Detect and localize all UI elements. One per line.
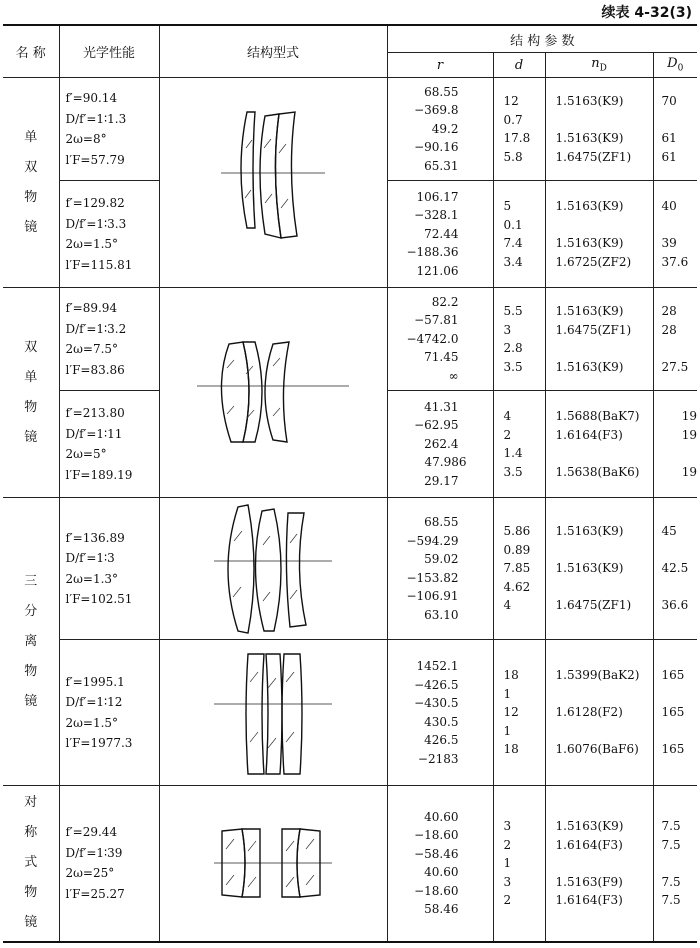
- d-cell: 12 0.7 17.8 5.8: [493, 78, 545, 181]
- optics-cell: f′=1995.1 D/f′=1∶12 2ω=1.5° l′F=1977.3: [59, 640, 159, 786]
- table-row: [3, 786, 697, 942]
- optics-cell: f′=213.80 D/f′=1∶11 2ω=5° l′F=189.19: [59, 391, 159, 498]
- table-row: [3, 498, 697, 640]
- lens-diagram-triplet: [159, 498, 387, 640]
- nd-cell: 1.5163(K9) 1.6475(ZF1) 1.5163(K9): [545, 288, 653, 391]
- lens-parameter-table: [3, 24, 697, 943]
- r-cell: 40.60 −18.60 −58.46 40.60 −18.60 58.46: [387, 786, 493, 942]
- header-structure-form: 结构型式: [159, 25, 387, 78]
- r-cell: 41.31 −62.95 262.4 47.986 29.17: [387, 391, 493, 498]
- lens-diagram-separated: [159, 288, 387, 498]
- r-cell: 68.55 −369.8 49.2 −90.16 65.31: [387, 78, 493, 181]
- table-row: [3, 640, 697, 786]
- table-row: [3, 78, 697, 181]
- header-name: 名 称: [3, 25, 59, 78]
- nd-cell: 1.5163(K9) 1.6164(F3) 1.5163(F9) 1.6164(F3): [545, 786, 653, 942]
- header-r: r: [387, 53, 493, 78]
- header-d: d: [493, 53, 545, 78]
- header-d0: $D_0$: [653, 53, 697, 78]
- nd-cell: 1.5163(K9) 1.5163(K9) 1.6725(ZF2): [545, 181, 653, 288]
- d-cell: 4 2 1.4 3.5: [493, 391, 545, 498]
- table-title: 续表 4-32(3): [601, 5, 692, 21]
- d0-cell: 40 39 37.6: [653, 181, 697, 288]
- group-name-cell: 双 单 物 镜: [3, 288, 59, 498]
- group-name-cell: 单 双 物 镜: [3, 78, 59, 288]
- optics-cell: f′=29.44 D/f′=1∶39 2ω=25° l′F=25.27: [59, 786, 159, 942]
- d-cell: 5.86 0.89 7.85 4.62 4: [493, 498, 545, 640]
- d0-cell: 7.5 7.5 7.5 7.5: [653, 786, 697, 942]
- nd-cell: 1.5688(BaK7) 1.6164(F3) 1.5638(BaK6): [545, 391, 653, 498]
- d-cell: 5.5 3 2.8 3.5: [493, 288, 545, 391]
- optics-cell: f′=129.82 D/f′=1∶3.3 2ω=1.5° l′F=115.81: [59, 181, 159, 288]
- lens-diagram-symmetric: [159, 786, 387, 942]
- optics-cell: f′=90.14 D/f′=1∶1.3 2ω=8° l′F=57.79: [59, 78, 159, 181]
- r-cell: 68.55 −594.29 59.02 −153.82 −106.91 63.10: [387, 498, 493, 640]
- header-optics: 光学性能: [59, 25, 159, 78]
- r-cell: 82.2 −57.81 −4742.0 71.45 ∞: [387, 288, 493, 391]
- lens-diagram-three-element: [159, 640, 387, 786]
- d0-cell: 19 19 19: [653, 391, 697, 498]
- r-cell: 1452.1 −426.5 −430.5 430.5 426.5 −2183: [387, 640, 493, 786]
- d0-cell: 70 61 61: [653, 78, 697, 181]
- d-cell: 3 2 1 3 2: [493, 786, 545, 942]
- optics-cell: f′=136.89 D/f′=1∶3 2ω=1.3° l′F=102.51: [59, 498, 159, 640]
- nd-cell: 1.5163(K9) 1.5163(K9) 1.6475(ZF1): [545, 498, 653, 640]
- nd-cell: 1.5399(BaK2) 1.6128(F2) 1.6076(BaF6): [545, 640, 653, 786]
- d0-cell: 28 28 27.5: [653, 288, 697, 391]
- nd-cell: 1.5163(K9) 1.5163(K9) 1.6475(ZF1): [545, 78, 653, 181]
- d-cell: 18 1 12 1 18: [493, 640, 545, 786]
- header-nd: $n_D$: [545, 53, 653, 78]
- table-row: [3, 288, 697, 391]
- header-structure-params: 结 构 参 数: [387, 25, 697, 53]
- d0-cell: 45 42.5 36.6: [653, 498, 697, 640]
- group-name-cell: 对 称 式 物 镜: [3, 786, 59, 942]
- group-name-cell: 三 分 离 物 镜: [3, 498, 59, 786]
- r-cell: 106.17 −328.1 72.44 −188.36 121.06: [387, 181, 493, 288]
- optics-cell: f′=89.94 D/f′=1∶3.2 2ω=7.5° l′F=83.86: [59, 288, 159, 391]
- lens-diagram-doublet: [159, 78, 387, 288]
- d-cell: 5 0.1 7.4 3.4: [493, 181, 545, 288]
- d0-cell: 165 165 165: [653, 640, 697, 786]
